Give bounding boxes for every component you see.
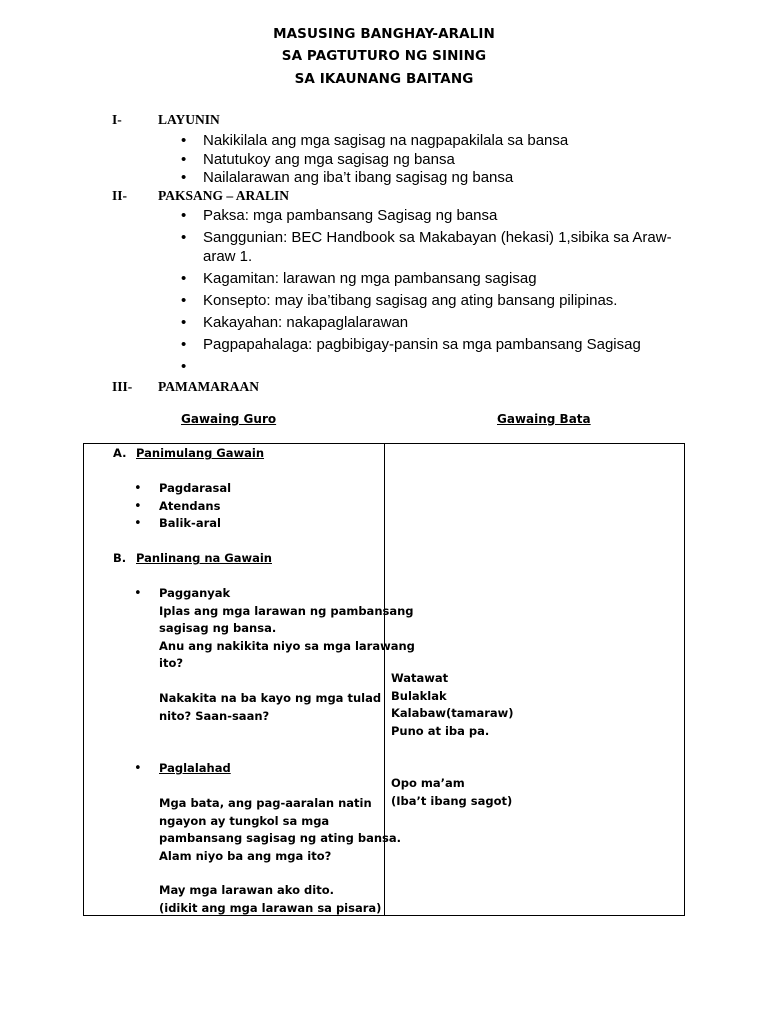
paglalahad-line: ngayon ay tungkol sa mga [159, 813, 330, 828]
pamamaraan-table [83, 443, 685, 916]
pagganyak-line: sagisag ng bansa. [159, 621, 277, 635]
list-item: Atendans [159, 498, 221, 513]
list-item: • Natutukoy ang mga sagisag ng bansa [178, 151, 568, 170]
bata-answer: Puno at iba pa. [391, 723, 490, 738]
bullet-icon: • [134, 586, 142, 601]
section-1-heading: LAYUNIN [158, 112, 220, 127]
subsection-b-title: Panlinang na Gawain [136, 551, 272, 565]
list-item: • Pagpapahalaga: pagbibigay-pansin sa mga pambansang Sagisag [178, 336, 678, 355]
bata-answer: (Iba’t ibang sagot) [391, 793, 513, 808]
pagganyak-heading: Pagganyak [159, 586, 231, 600]
column-header-gawaing-bata: Gawaing Bata [497, 412, 591, 426]
paglalahad-line: Mga bata, ang pag-aaralan natin [159, 796, 372, 810]
subsection-b-label: B. [113, 551, 127, 565]
doc-title-line3: SA IKAUNANG BAITANG [294, 71, 474, 87]
paglalahad-line: pambansang sagisag ng ating bansa. [159, 831, 401, 845]
paglalahad-line: Alam niyo ba ang mga ito? [159, 848, 332, 863]
layunin-list [178, 132, 568, 188]
bullet-icon: • [134, 481, 142, 496]
section-1-number: I- [112, 112, 122, 127]
paksang-aralin-list [178, 207, 678, 380]
pagganyak-line: ito? [159, 656, 184, 670]
list-item: • Paksa: mga pambansang Sagisag ng bansa [178, 207, 678, 226]
list-item: Balik-aral [159, 516, 221, 530]
paglalahad-line: (idikit ang mga larawan sa pisara) [159, 900, 382, 915]
list-item-empty [178, 358, 678, 377]
bullet-icon: • [134, 498, 142, 514]
pagganyak-line: Nakakita na ba kayo ng mga tulad [159, 691, 382, 705]
pagganyak-line: Anu ang nakikita niyo sa mga larawang [159, 638, 415, 653]
pagganyak-line: Iplas ang mga larawan ng pambansang [159, 603, 414, 618]
list-item: • Nailalarawan ang iba’t ibang sagisag ng bansa [178, 169, 568, 188]
section-3-heading: PAMAMARAAN [158, 379, 259, 394]
bata-answer: Bulaklak [391, 688, 447, 703]
list-item: • Nakikilala ang mga sagisag na nagpapakilala sa bansa [178, 132, 568, 151]
list-item: • Kakayahan: nakapaglalarawan [178, 314, 678, 333]
bullet-icon: • [134, 761, 142, 776]
doc-title-line2: SA PAGTUTURO NG SINING [281, 48, 487, 64]
list-item: • Kagamitan: larawan ng mga pambansang sagisag [178, 270, 678, 289]
bata-answer: Opo ma’am [391, 776, 465, 790]
doc-title-line1: MASUSING BANGHAY-ARALIN [273, 26, 495, 42]
section-2-number: II- [112, 188, 128, 203]
list-item: Pagdarasal [159, 481, 232, 495]
paglalahad-line: May mga larawan ako dito. [159, 883, 334, 897]
list-item: • Sanggunian: BEC Handbook sa Makabayan (hekasi) 1,sibika sa Araw-araw 1. [178, 229, 678, 266]
section-3-number: III- [112, 379, 133, 394]
bata-answer: Watawat [391, 671, 449, 685]
column-header-gawaing-guro: Gawaing Guro [181, 412, 277, 426]
subsection-a-label: A. [113, 446, 127, 460]
section-2-heading: PAKSANG – ARALIN [158, 188, 290, 203]
subsection-a-title: Panimulang Gawain [136, 446, 265, 460]
paglalahad-heading: Paglalahad [159, 761, 231, 775]
pagganyak-line: nito? Saan-saan? [159, 708, 270, 723]
list-item: • Konsepto: may iba’tibang sagisag ang ating bansang pilipinas. [178, 292, 678, 311]
bullet-icon: • [134, 516, 142, 531]
bata-answer: Kalabaw(tamaraw) [391, 706, 514, 720]
